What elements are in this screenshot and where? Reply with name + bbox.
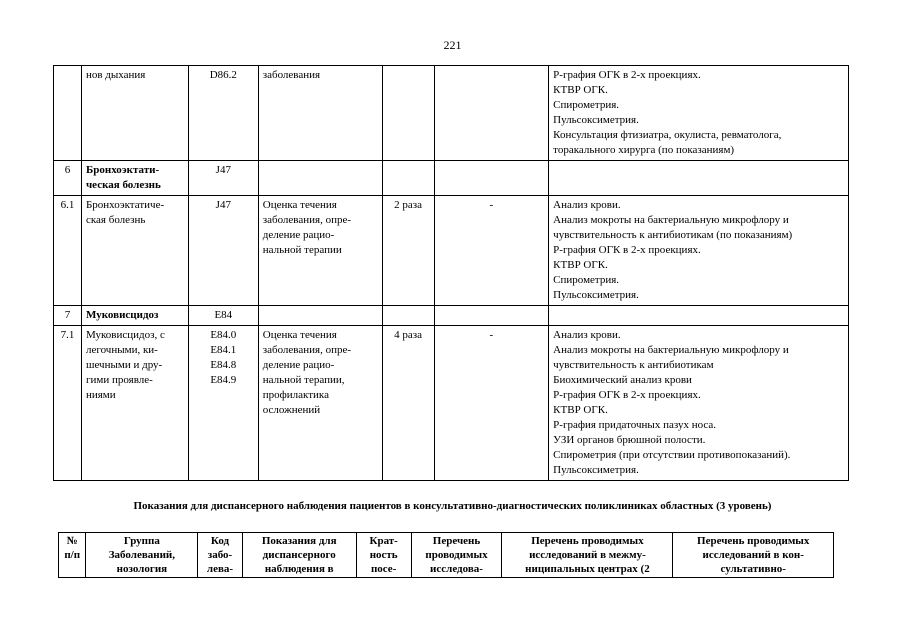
row-number bbox=[54, 161, 82, 196]
research-details bbox=[549, 161, 849, 196]
cell-line: J47 bbox=[215, 199, 231, 211]
cell-line: гими проявле- bbox=[85, 374, 153, 386]
page-number: 221 bbox=[443, 38, 462, 52]
cell-line: ниями bbox=[85, 389, 116, 401]
research-list bbox=[434, 196, 549, 306]
cell-line: деление рацио- bbox=[262, 359, 335, 371]
cell-line: КТВР ОГК. bbox=[553, 404, 608, 416]
header-num: № п/п bbox=[59, 533, 86, 578]
cell-line: Оценка течения bbox=[262, 199, 337, 211]
level3-header-table bbox=[58, 532, 834, 578]
cell-line: Муковисцидоз, с bbox=[85, 329, 165, 341]
cell-line: - bbox=[489, 329, 494, 341]
cell-line: E84.9 bbox=[210, 374, 237, 386]
cell-line: УЗИ органов брюшной полости. bbox=[553, 434, 706, 446]
visit-frequency bbox=[382, 326, 434, 481]
cell-line: Пульсоксиметрия. bbox=[553, 289, 639, 301]
header-research-list: Перечень проводимых исследова- bbox=[411, 533, 502, 578]
research-list bbox=[434, 161, 549, 196]
cell-line: 7 bbox=[64, 309, 71, 321]
disease-code bbox=[188, 196, 258, 306]
cell-line: заболевания bbox=[262, 69, 321, 81]
disease-group bbox=[81, 196, 188, 306]
cell-line: Оценка течения bbox=[262, 329, 337, 341]
cell-line: Р-графия придаточных пазух носа. bbox=[553, 419, 717, 431]
header-row bbox=[59, 533, 834, 578]
cell-line: Биохимический анализ крови bbox=[553, 374, 692, 386]
table-row bbox=[54, 326, 849, 481]
cell-line: осложнений bbox=[262, 404, 321, 416]
cell-line: J47 bbox=[215, 164, 231, 176]
cell-line: чувствительность к антибиотикам bbox=[553, 359, 714, 371]
cell-line: Спирометрия. bbox=[553, 274, 620, 286]
cell-line: нальной терапии, bbox=[262, 374, 345, 386]
cell-line: E84.0 bbox=[210, 329, 237, 341]
header-code: Код забо- лева- bbox=[198, 533, 242, 578]
research-list bbox=[434, 306, 549, 326]
cell-line: Спирометрия (при отсутствии противопоказаний). bbox=[553, 449, 791, 461]
cell-line: легочными, ки- bbox=[85, 344, 158, 356]
cell-line: Спирометрия. bbox=[553, 99, 620, 111]
cell-line: профилактика bbox=[262, 389, 329, 401]
cell-line: ская болезнь bbox=[85, 214, 146, 226]
section-heading: Показания для диспансерного наблюдения пациентов в консультативно-диагностических поликлиниках областных (3 уровень) bbox=[133, 500, 772, 512]
row-number bbox=[54, 66, 82, 161]
cell-line: заболевания, опре- bbox=[262, 214, 351, 226]
indication bbox=[258, 326, 382, 481]
visit-frequency bbox=[382, 161, 434, 196]
dispensary-table bbox=[53, 65, 849, 481]
table-row bbox=[54, 196, 849, 306]
row-number bbox=[54, 196, 82, 306]
header-intermunicipal: Перечень проводимых исследований в межму- ниципальных центрах (2 bbox=[502, 533, 673, 578]
cell-line: 2 раза bbox=[394, 199, 423, 211]
disease-group bbox=[81, 326, 188, 481]
cell-line: чувствительность к антибиотикам (по показаниям) bbox=[553, 229, 793, 241]
research-list bbox=[434, 66, 549, 161]
cell-line: нальной терапии bbox=[262, 244, 342, 256]
research-details bbox=[549, 326, 849, 481]
indication bbox=[258, 196, 382, 306]
cell-line: Р-графия ОГК в 2-х проекциях. bbox=[553, 389, 701, 401]
cell-line: ческая болезнь bbox=[85, 179, 161, 191]
header-frequency: Крат- ность посе- bbox=[356, 533, 411, 578]
visit-frequency bbox=[382, 306, 434, 326]
header-indication: Показания для диспансерного наблюдения в bbox=[242, 533, 356, 578]
row-number bbox=[54, 306, 82, 326]
table-row bbox=[54, 66, 849, 161]
header-consultative: Перечень проводимых исследований в кон- сультативно- bbox=[673, 533, 834, 578]
cell-line: Бронхоэктати- bbox=[85, 164, 160, 176]
cell-line: E84.1 bbox=[210, 344, 237, 356]
cell-line: деление рацио- bbox=[262, 229, 335, 241]
cell-line: Анализ крови. bbox=[553, 199, 621, 211]
cell-line: Р-графия ОГК в 2-х проекциях. bbox=[553, 244, 701, 256]
cell-line: Анализ мокроты на бактериальную микрофлору и bbox=[553, 344, 789, 356]
indication bbox=[258, 161, 382, 196]
cell-line: КТВР ОГК. bbox=[553, 259, 608, 271]
cell-line: E84.8 bbox=[210, 359, 237, 371]
cell-line: Анализ мокроты на бактериальную микрофлору и bbox=[553, 214, 789, 226]
visit-frequency bbox=[382, 196, 434, 306]
cell-line: Р-графия ОГК в 2-х проекциях. bbox=[553, 69, 701, 81]
cell-line: торакального хирурга (по показаниям) bbox=[553, 144, 735, 156]
cell-line: Консультация фтизиатра, окулиста, ревматолога, bbox=[553, 129, 782, 141]
cell-line: Муковисцидоз bbox=[85, 309, 159, 321]
cell-line: заболевания, опре- bbox=[262, 344, 351, 356]
table-row bbox=[54, 306, 849, 326]
visit-frequency bbox=[382, 66, 434, 161]
cell-line: шечными и дру- bbox=[85, 359, 163, 371]
disease-group bbox=[81, 161, 188, 196]
disease-code bbox=[188, 161, 258, 196]
cell-line: Пульсоксиметрия. bbox=[553, 464, 639, 476]
cell-line: E84 bbox=[214, 309, 233, 321]
table-row bbox=[54, 161, 849, 196]
row-number bbox=[54, 326, 82, 481]
research-details bbox=[549, 306, 849, 326]
disease-group bbox=[81, 66, 188, 161]
cell-line: 6 bbox=[64, 164, 71, 176]
cell-line: D86.2 bbox=[209, 69, 237, 81]
disease-group bbox=[81, 306, 188, 326]
cell-line: 7.1 bbox=[60, 329, 75, 341]
cell-line: Анализ крови. bbox=[553, 329, 621, 341]
disease-code bbox=[188, 306, 258, 326]
disease-code bbox=[188, 66, 258, 161]
research-details bbox=[549, 66, 849, 161]
indication bbox=[258, 306, 382, 326]
cell-line: нов дыхания bbox=[85, 69, 146, 81]
disease-code bbox=[188, 326, 258, 481]
cell-line: Пульсоксиметрия. bbox=[553, 114, 639, 126]
indication bbox=[258, 66, 382, 161]
cell-line: КТВР ОГК. bbox=[553, 84, 608, 96]
cell-line: 4 раза bbox=[394, 329, 423, 341]
cell-line: Бронхоэктатиче- bbox=[85, 199, 165, 211]
cell-line: 6.1 bbox=[60, 199, 75, 211]
cell-line: - bbox=[489, 199, 494, 211]
header-group: Группа Заболеваний, нозология bbox=[86, 533, 198, 578]
research-list bbox=[434, 326, 549, 481]
research-details bbox=[549, 196, 849, 306]
